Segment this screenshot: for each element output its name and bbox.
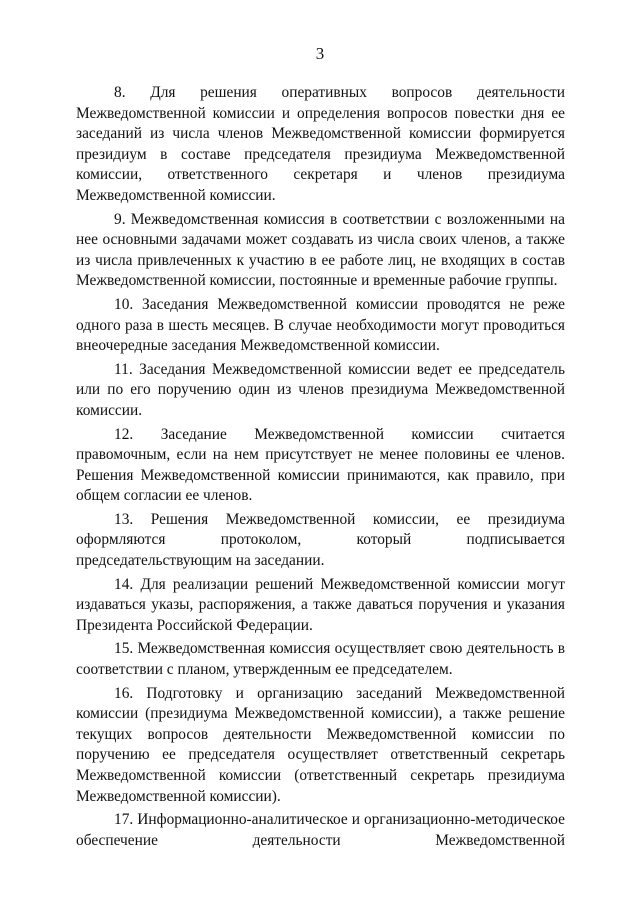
paragraph-11: 11. Заседания Межведомственной комиссии ведет ее председатель или по его поручению один из членов президиума Межведомственной комиссии.	[76, 360, 565, 419]
paragraph-12: 12. Заседание Межведомственной комиссии считается правомочным, если на нем присутствует не менее половины ее членов. Решения Межведомственной комиссии принимаются, как правило, при общем согласии ее членов.	[76, 425, 565, 505]
paragraph-10: 10. Заседания Межведомственной комиссии проводятся не реже одного раза в шесть месяцев. В случае необходимости могут проводиться внеочередные заседания Межведомственной комиссии.	[76, 295, 565, 355]
paragraph-14: 14. Для реализации решений Межведомственной комиссии могут издаваться указы, распоряжения, а также даваться поручения и указания Президента Российской Федерации.	[76, 575, 565, 634]
paragraph-16: 16. Подготовку и организацию заседаний Межведомственной комиссии (президиума Межведомственной комиссии), а также решение текущих вопросов деятельности Межведомственной комиссии по поручению ее председателя осуществляет ответственный секретарь Межведомственной комиссии (ответственный секретарь президиума Межведомственной комиссии).	[76, 684, 565, 805]
paragraph-17: 17. Информационно-аналитическое и организационно-методическое обеспечение деятельности Межведомственной	[76, 811, 565, 849]
paragraph-15: 15. Межведомственная комиссия осуществляет свою деятельность в соответствии с планом, утвержденным ее председателем.	[76, 640, 565, 679]
paragraph-13: 13. Решения Межведомственной комиссии, ее президиума оформляются протоколом, который подписывается председательствующим на заседании.	[76, 510, 565, 570]
paragraph-8: 8. Для решения оперативных вопросов деятельности Межведомственной комиссии и определения вопросов повестки дня ее заседаний из числа членов Межведомственной комиссии формируется президиум в составе председателя президиума Межведомственной комиссии, ответственного секретаря и членов президиума Межведомственной комиссии.	[76, 84, 565, 204]
document-body	[76, 83, 565, 854]
page-number: 3	[315, 44, 325, 63]
paragraph-9: 9. Межведомственная комиссия в соответствии с возложенными на нее основными задачами может создавать из числа своих членов, а также из числа привлеченных к участию в ее работе лиц, не входящих в состав Межведомственной комиссии, постоянные и временные рабочие группы.	[76, 210, 565, 290]
